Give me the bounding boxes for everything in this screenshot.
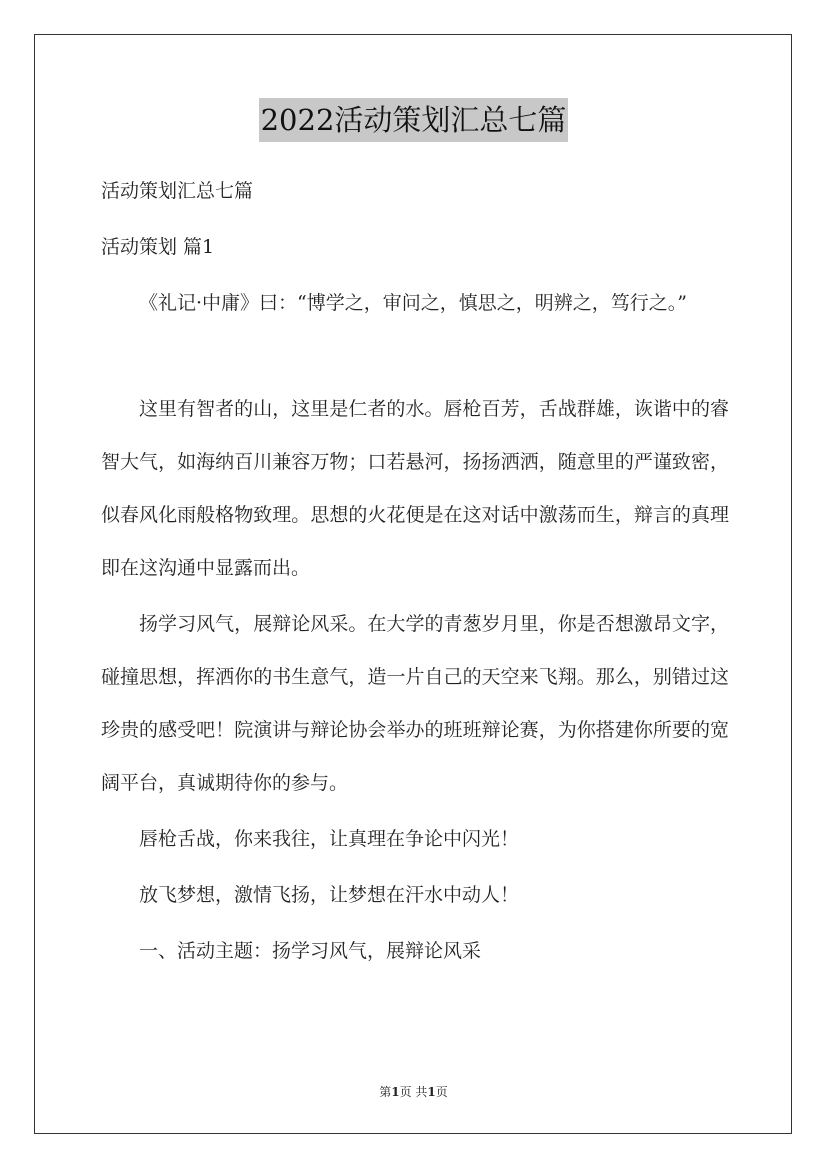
paragraph-spacer xyxy=(101,333,729,383)
document-title xyxy=(0,98,827,142)
document-title-text: 2022活动策划汇总七篇 xyxy=(259,98,569,142)
paragraph-invitation: 扬学习风气，展辩论风采。在大学的青葱岁月里，你是否想激昂文字，碰撞思想，挥洒你的书生意气，造一片自己的天空来飞翔。那么，别错过这珍贵的感受吧！院演讲与辩论协会举办的班班辩论赛，为你搭建你所要的宽阔平台，真诚期待你的参与。 xyxy=(101,613,729,794)
paragraph-slogan-1: 唇枪舌战，你来我往，让真理在争论中闪光！ xyxy=(139,828,520,850)
page-footer xyxy=(0,1083,827,1100)
section-heading: 活动策划 篇1 xyxy=(101,236,215,258)
document-body xyxy=(101,165,729,981)
paragraph-quote: 《礼记·中庸》曰：“博学之，审问之，慎思之，明辨之，笃行之。” xyxy=(139,292,687,314)
document-subtitle: 活动策划汇总七篇 xyxy=(101,180,254,202)
footer-page-prefix: 第 xyxy=(379,1085,392,1099)
footer-page-middle: 页 共 xyxy=(399,1085,428,1099)
footer-page-suffix: 页 xyxy=(435,1085,448,1099)
paragraph-theme: 一、活动主题：扬学习风气，展辩论风采 xyxy=(139,940,482,962)
paragraph-intro: 这里有智者的山，这里是仁者的水。唇枪百芳，舌战群雄，诙谐中的睿智大气，如海纳百川兼容万物；口若悬河，扬扬洒洒，随意里的严谨致密，似春风化雨般格物致理。思想的火花便是在这对话中激荡而生，辩言的真理即在这沟通中显露而出。 xyxy=(101,398,729,579)
footer-page-total: 1 xyxy=(427,1085,436,1099)
paragraph-slogan-2: 放飞梦想，激情飞扬，让梦想在汗水中动人！ xyxy=(139,884,520,906)
footer-page-current: 1 xyxy=(391,1085,400,1099)
